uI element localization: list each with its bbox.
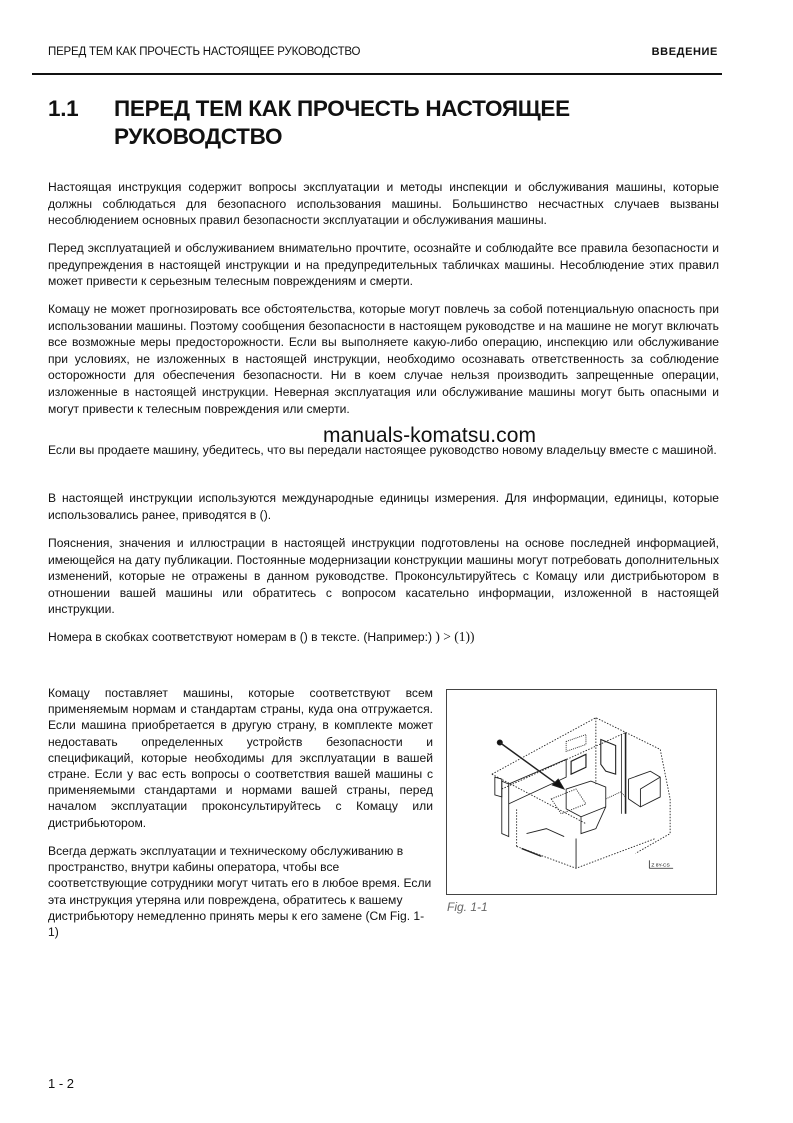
paragraph-numbering-note: [48, 629, 719, 646]
paragraph-read-carefully: Перед эксплуатацией и обслуживанием внимательно прочтите, осознайте и соблюдайте все правила безопасности и предупреждения в настоящей инструкции и на предупредительных табличках машины. Несоблюдение этих правил может привести к серьезным телесным повреждениям и смерти.: [48, 241, 719, 289]
operator-cab-drawing-icon: [447, 690, 716, 894]
section-title: ПЕРЕД ТЕМ КАК ПРОЧЕСТЬ НАСТОЯЩЕЕ РУКОВОДСТВО: [114, 96, 570, 149]
svg-text:Z 8Y-CS: Z 8Y-CS: [651, 863, 670, 869]
figure-caption: Fig. 1-1: [447, 900, 488, 914]
header-divider: [32, 73, 722, 75]
paragraph-illustrations: Пояснения, значения и иллюстрации в настоящей инструкции подготовлены на основе последней информацией, имеющейся на дату публикации. Постоянные модернизации конструкции машины могут потребовать дополнительных изменений, которые не отражены в данном руководстве. Проконсультируйтесь с Комацу или дистрибьютором в отношении вашей машины или обратитесь с вопросом касательно информации, изложенной в настоящей инструкции.: [48, 536, 719, 617]
paragraph-intro: Настоящая инструкция содержит вопросы эксплуатации и методы инспекции и обслуживания машины, которые должны соблюдаться для безопасного использования машины. Большинство несчастных случаев вызваны несоблюдением основных правил безопасности эксплуатации и обслуживания машины.: [48, 180, 719, 228]
running-header: [48, 46, 718, 64]
running-title: ПЕРЕД ТЕМ КАК ПРОЧЕСТЬ НАСТОЯЩЕЕ РУКОВОДСТВО: [48, 46, 361, 58]
paragraph-standards: Комацу поставляет машины, которые соответствуют всем применяемым нормам и стандартам страны, куда она отгружается. Если машина приобретается в другую страну, в комплекте может недоставать определенных устройств безопасности и спецификаций, которые необходимы для эксплуатации в вашей стране. Если у вас есть вопросы о соответствия вашей машины с применяемыми стандартами и нормами вашей страны, перед началом эксплуатации проконсультируйтесь с Комацу или дистрибьютором.: [48, 686, 433, 830]
figure-cab-illustration: [446, 689, 717, 895]
paragraph-selling-machine: Если вы продаете машину, убедитесь, что вы передали настоящее руководство новому владельцу вместе с машиной.: [48, 443, 717, 457]
numbering-note-text: Номера в скобках соответствуют номерам в () в тексте. (Например:): [48, 630, 433, 644]
paragraph-komatsu-disclaimer: Комацу не может прогнозировать все обстоятельства, которые могут повлечь за собой потенциальную опасность при использовании машины. Поэтому сообщения безопасности в настоящем руководстве и на машине не могут включать все возможные меры предосторожности. Если вы выполняете какую-либо операцию, инспекцию или обслуживание при условиях, не изложенных в настоящей инструкции, необходимо осознавать ответственность за соблюдение осторожности для обеспечения безопасности. Ни в коем случае нельзя производить запрещенные операции, изложенные в настоящей инструкции. Неверная эксплуатация или обслуживание машины могут быть опасными и могут привести к телесным повреждения или смерти.: [48, 302, 719, 416]
paragraph-units: В настоящей инструкции используются международные единицы измерения. Для информации, единицы, которые использовались ранее, приводятся в ().: [48, 491, 719, 522]
paragraph-keep-manual: Всегда держать эксплуатации и техническому обслуживанию в пространство, внутри кабины оператора, чтобы все соответствующие сотрудники могут читать его в любое время. Если эта инструкция утеряна или повреждена, обратитесь к вашему дистрибьютору немедленно принять меры к его замене (См Fig. 1-1): [48, 844, 432, 940]
chapter-label: ВВЕДЕНИЕ: [651, 46, 718, 58]
section-number: 1.1: [48, 96, 79, 121]
watermark: manuals-komatsu.com: [323, 424, 537, 447]
page-number: 1 - 2: [48, 1076, 75, 1091]
numbering-example: ) > (1)): [432, 629, 475, 644]
